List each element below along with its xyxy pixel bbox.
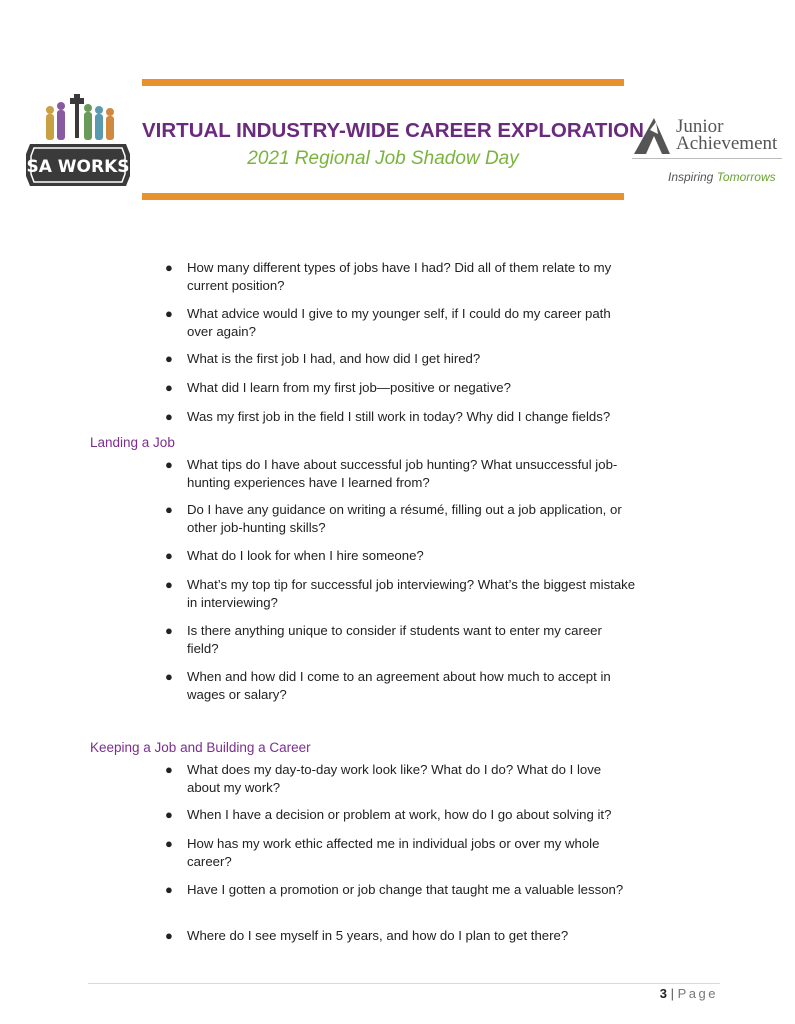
bullet-icon: ●: [165, 669, 173, 684]
list-item: ● What’s my top tip for successful job interviewing? What’s the biggest mistake in interviewing?: [165, 577, 636, 610]
bullet-icon: ●: [165, 928, 173, 943]
bullet-icon: ●: [165, 836, 173, 851]
list-item: ● What is the first job I had, and how did I get hired?: [165, 351, 481, 366]
bullet-icon: ●: [165, 351, 173, 366]
bullet-icon: ●: [165, 807, 173, 822]
ja-name-line1: Junior: [676, 116, 724, 137]
bullet-icon: ●: [165, 260, 173, 275]
list-item: ● What did I learn from my first job—positive or negative?: [165, 380, 511, 395]
list-item: ● Do I have any guidance on writing a résumé, filling out a job application, or other job-hunting skills?: [165, 502, 622, 535]
bullet-icon: ●: [165, 380, 173, 395]
ja-tagline: [668, 170, 776, 184]
bullet-icon: ●: [165, 548, 173, 563]
bullet-icon: ●: [165, 762, 173, 777]
list-item: ● How has my work ethic affected me in individual jobs or over my whole career?: [165, 836, 600, 869]
bullet-icon: ●: [165, 457, 173, 472]
list-item: ● Have I gotten a promotion or job change that taught me a valuable lesson?: [165, 882, 624, 897]
footer-divider: [88, 983, 720, 984]
top-accent-bar: [142, 79, 624, 86]
list-item: ● Is there anything unique to consider if students want to enter my career field?: [165, 623, 602, 656]
bullet-icon: ●: [165, 577, 173, 592]
footer-separator: |: [670, 986, 674, 1001]
list-item: ● How many different types of jobs have I had? Did all of them relate to my current position?: [165, 260, 612, 293]
list-item: ● Was my first job in the field I still work in today? Why did I change fields?: [165, 409, 611, 424]
list-item: ● What advice would I give to my younger self, if I could do my career path over again?: [165, 306, 611, 339]
section-heading-landing-a-job: Landing a Job: [90, 435, 175, 450]
saworks-logo: [24, 92, 132, 188]
page-subtitle: 2021 Regional Job Shadow Day: [247, 148, 519, 169]
section-heading-keeping-a-job: Keeping a Job and Building a Career: [90, 740, 311, 755]
list-item: ● What does my day-to-day work look like? What do I do? What do I love about my work?: [165, 762, 602, 795]
bottom-accent-bar: [142, 193, 624, 200]
list-item: ● What do I look for when I hire someone?: [165, 548, 424, 563]
ja-tagline-part2: Tomorrows: [716, 170, 776, 184]
ja-mountain-icon: [632, 116, 672, 156]
page-title: VIRTUAL INDUSTRY-WIDE CAREER EXPLORATION: [142, 119, 644, 142]
list-item: ● Where do I see myself in 5 years, and how do I plan to get there?: [165, 928, 569, 943]
junior-achievement-logo: [632, 112, 784, 192]
list-item: ● When and how did I come to an agreement about how much to accept in wages or salary?: [165, 669, 611, 702]
saworks-logo-text: SA WORKS: [26, 157, 130, 177]
page-label: Page: [677, 986, 718, 1001]
bullet-icon: ●: [165, 502, 173, 517]
bullet-icon: ●: [165, 306, 173, 321]
bullet-icon: ●: [165, 409, 173, 424]
ja-name-line2: Achievement: [676, 133, 778, 154]
bullet-icon: ●: [165, 623, 173, 638]
bullet-icon: ●: [165, 882, 173, 897]
page-number: 3: [659, 986, 667, 1001]
page-number-footer: [600, 986, 718, 1001]
ja-tagline-part1: Inspiring: [668, 170, 714, 184]
list-item: ● What tips do I have about successful job hunting? What unsuccessful job-hunting experiences have I learned from?: [165, 457, 618, 490]
list-item: ● When I have a decision or problem at work, how do I go about solving it?: [165, 807, 612, 822]
ja-divider: [632, 158, 782, 159]
